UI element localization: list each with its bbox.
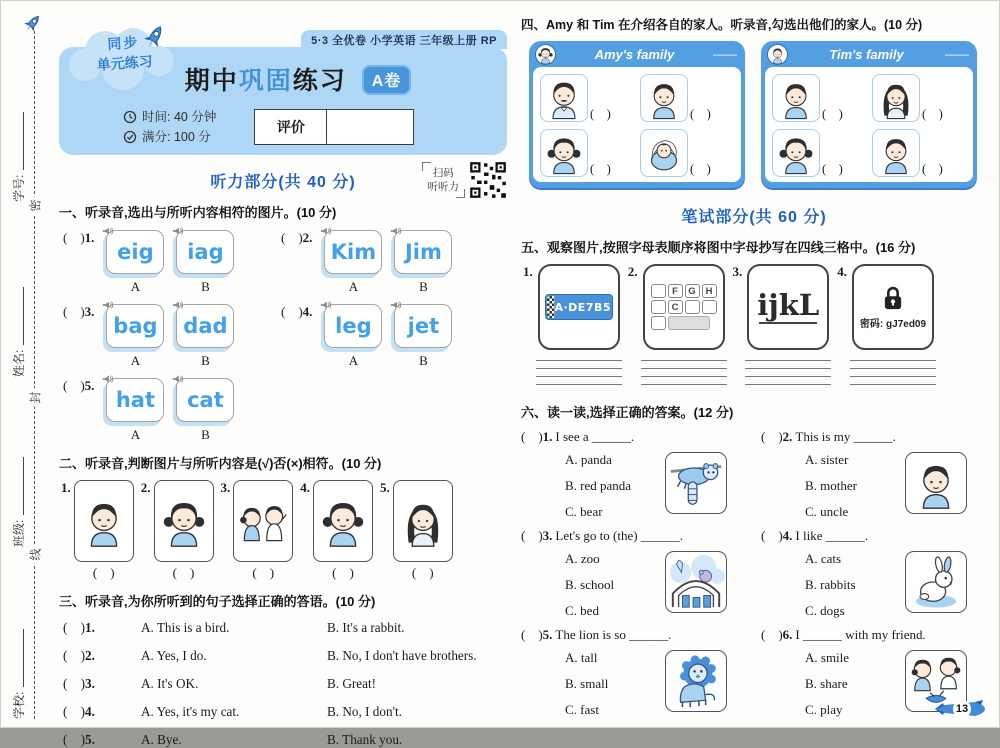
page-title: 期中巩固练习 A卷 <box>89 61 507 97</box>
padlock-icon <box>879 284 907 312</box>
question-number: 4. <box>302 304 313 319</box>
word-text: dad <box>183 314 228 338</box>
section-six-title: 六、读一读,选择正确的答案。(12 分) <box>521 405 734 420</box>
baby-icon <box>640 129 688 177</box>
question-number: 2. <box>302 230 313 245</box>
lion-icon <box>665 650 727 712</box>
section-six <box>521 429 987 718</box>
option-b[interactable]: B. mother <box>805 478 857 493</box>
answer-paren[interactable]: ( ) <box>63 676 85 691</box>
answer-paren[interactable]: ( ) <box>822 162 843 176</box>
word-text: Jim <box>404 240 442 264</box>
word-text: jet <box>407 314 440 338</box>
space-key <box>668 316 710 330</box>
word-text: cat <box>187 388 224 412</box>
s1-question-5 <box>63 378 281 443</box>
option-a[interactable]: A. panda <box>565 452 612 467</box>
option-a-label: A <box>348 353 359 368</box>
speaker-icon <box>320 225 332 237</box>
option-a[interactable]: A. Yes, it's my cat. <box>141 704 240 719</box>
answer-paren[interactable]: ( ) <box>690 107 711 121</box>
red-panda-icon <box>665 452 727 514</box>
family-member-baby <box>640 129 736 177</box>
option-a-label: A <box>130 427 141 442</box>
clock-icon <box>123 110 137 124</box>
qr-code-icon <box>469 161 507 199</box>
answer-paren[interactable]: ( ) <box>63 648 85 663</box>
s3-q4-head: ( )4. <box>63 704 95 719</box>
writing-grid[interactable] <box>641 360 727 392</box>
page-number: 13 <box>953 700 971 718</box>
option-b[interactable] <box>176 378 234 443</box>
student-id-label: 学号: <box>11 174 26 202</box>
s5-question-1 <box>523 264 622 392</box>
class-label: 班级: <box>11 519 26 547</box>
option-a-label: A <box>130 279 141 294</box>
option-b-label: B <box>201 279 210 294</box>
family-card-tim <box>761 41 977 188</box>
answer-paren[interactable]: ( ) <box>411 565 434 580</box>
question-number: 4. <box>300 480 310 495</box>
answer-paren[interactable]: ( ) <box>63 732 85 747</box>
option-c[interactable]: C. play <box>805 702 843 717</box>
s2-question-1 <box>61 480 134 581</box>
family-member-girl <box>772 129 868 177</box>
question-text: This is my ______. <box>795 429 896 444</box>
girl-icon <box>154 480 214 562</box>
word-card <box>176 304 234 348</box>
boy-icon <box>74 480 134 562</box>
answer-paren[interactable]: ( ) <box>332 565 354 580</box>
answer-paren[interactable]: ( ) <box>63 230 85 245</box>
paper-header <box>59 33 507 155</box>
keyboard-icon <box>643 264 725 350</box>
option-a[interactable]: A. It's OK. <box>141 676 199 691</box>
word-card <box>176 230 234 274</box>
section-four-title: 四、Amy 和 Tim 在介绍各自的家人。听录音,勾选出他们的家人。(10 分) <box>521 18 923 32</box>
answer-paren[interactable]: ( ) <box>281 304 303 319</box>
key-letter: C <box>668 300 683 314</box>
s2-question-3 <box>221 480 294 581</box>
answer-paren[interactable]: ( ) <box>92 565 115 580</box>
section-one <box>59 230 507 443</box>
question-number: 3. <box>84 304 95 319</box>
answer-paren[interactable]: ( ) <box>521 627 543 642</box>
s1-question-2 <box>281 230 499 295</box>
section-two-title: 二、听录音,判断图片与所听内容是(√)否(×)相符。(10 分) <box>59 456 382 471</box>
question-text: Let's go to (the) ______. <box>555 528 684 543</box>
boy-icon <box>767 44 788 65</box>
question-number: 3. <box>220 480 231 495</box>
option-b[interactable]: B. school <box>565 577 615 592</box>
section-three-title: 三、听录音,为你所听到的句子选择正确的答语。(10 分) <box>59 594 376 609</box>
answer-paren[interactable]: ( ) <box>63 704 85 719</box>
answer-paren[interactable]: ( ) <box>63 304 85 319</box>
question-number: 1. <box>61 480 71 495</box>
evaluation-blank[interactable] <box>327 110 413 144</box>
rabbit-icon <box>905 551 967 613</box>
zoo-gate-icon <box>665 551 727 613</box>
word-text: iag <box>187 240 224 264</box>
checker-key <box>685 300 700 314</box>
speaker-icon <box>102 299 114 311</box>
s3-q5-head: ( )5. <box>63 732 95 747</box>
option-a-label: A <box>130 353 141 368</box>
writing-grid[interactable] <box>745 360 831 392</box>
checker-key <box>651 300 666 314</box>
answer-paren[interactable]: ( ) <box>761 528 783 543</box>
s5-question-4 <box>837 264 936 392</box>
family-card-title: Amy's family <box>594 46 675 62</box>
checker-key <box>702 300 717 314</box>
option-b[interactable] <box>394 230 452 295</box>
option-b[interactable]: B. red panda <box>565 478 632 493</box>
school-blank[interactable] <box>13 629 24 687</box>
question-number: 4. <box>837 264 847 279</box>
option-a[interactable]: A. cats <box>805 551 842 566</box>
word-card <box>106 378 164 422</box>
s6-question-3: ( )3. Let's go to (the) ______. A. zoo B. school C. bed <box>521 528 757 619</box>
section-five-title: 五、观察图片,按照字母表顺序将图中字母抄写在四线三格中。(16 分) <box>521 240 916 255</box>
s2-question-5 <box>380 480 453 581</box>
key-letter: G <box>685 284 700 298</box>
option-a[interactable]: A. zoo <box>565 551 600 566</box>
cloud-badge-icon <box>65 17 183 95</box>
section-five <box>523 264 987 392</box>
section-one-title: 一、听录音,选出与所听内容相符的图片。(10 分) <box>59 205 337 220</box>
option-a[interactable]: A. sister <box>805 452 849 467</box>
paper-version-badge: A卷 <box>362 65 412 95</box>
boy-icon <box>905 452 967 514</box>
checker-strip <box>547 296 555 318</box>
letters-text: ijkL <box>757 288 820 322</box>
option-c[interactable]: C. dogs <box>805 603 845 618</box>
family-member-boy <box>772 74 868 122</box>
word-text: Kim <box>330 240 377 264</box>
speaker-icon <box>102 225 114 237</box>
s6-question-6: ( )6. I ______ with my friend. A. smile B. share C. play <box>761 627 985 718</box>
key-letter: F <box>668 284 683 298</box>
option-b[interactable] <box>176 230 234 295</box>
word-card <box>106 230 164 274</box>
family-member-mother <box>872 74 968 122</box>
question-text: I see a ______. <box>555 429 635 444</box>
option-b-label: B <box>201 427 210 442</box>
word-text: eig <box>117 240 154 264</box>
option-a[interactable] <box>106 378 164 443</box>
written-part-title: 笔试部分(共 60 分) <box>681 209 827 226</box>
option-b-label: B <box>419 353 428 368</box>
option-b-label: B <box>419 279 428 294</box>
option-a[interactable] <box>324 230 382 295</box>
question-text: I like ______. <box>795 528 868 543</box>
name-label: 姓名: <box>11 349 26 377</box>
option-b[interactable]: B. Thank you. <box>327 732 403 747</box>
boy-icon <box>640 74 688 122</box>
word-text: bag <box>113 314 158 338</box>
seal-char: 密 <box>27 197 44 215</box>
option-b[interactable]: B. share <box>805 676 848 691</box>
word-card <box>106 304 164 348</box>
option-c[interactable]: C. bed <box>565 603 599 618</box>
question-number: 1. <box>84 230 95 245</box>
s3-q2-head: ( )2. <box>63 648 95 663</box>
option-b[interactable] <box>176 304 234 369</box>
family-member-father <box>540 74 636 122</box>
question-number: 2. <box>140 480 151 495</box>
speaker-icon <box>390 299 402 311</box>
question-number: 5. <box>380 480 390 495</box>
seal-char: 封 <box>27 389 44 407</box>
family-member-boy2 <box>872 129 968 177</box>
rocket-icon <box>17 9 48 40</box>
option-a[interactable] <box>324 304 382 369</box>
answer-paren[interactable]: ( ) <box>252 565 275 580</box>
word-text: hat <box>115 388 155 412</box>
question-number: 2. <box>627 264 638 279</box>
s6-question-5: ( )5. The lion is so ______. A. tall B. small C. fast <box>521 627 757 718</box>
answer-paren[interactable]: ( ) <box>590 162 611 176</box>
option-b-label: B <box>201 353 210 368</box>
s1-question-4 <box>281 304 499 369</box>
two-kids-icon <box>233 480 293 562</box>
plate-text: A·DE7B5 <box>554 300 612 314</box>
answer-paren[interactable]: ( ) <box>761 627 783 642</box>
option-b[interactable]: B. rabbits <box>805 577 856 592</box>
option-b[interactable]: B. It's a rabbit. <box>327 620 405 635</box>
s5-question-3 <box>733 264 832 392</box>
father-icon <box>540 74 588 122</box>
s2-question-2 <box>141 480 214 581</box>
answer-paren[interactable]: ( ) <box>690 162 711 176</box>
speaker-icon <box>172 225 184 237</box>
edition-text: 5·3 全优卷 小学英语 三年级上册 RP <box>301 30 507 49</box>
seal-sidebar <box>1 1 53 727</box>
listening-part-title: 听力部分(共 40 分) <box>210 174 356 191</box>
word-card <box>176 378 234 422</box>
option-a[interactable]: A. Yes, I do. <box>141 648 207 663</box>
writing-grid[interactable] <box>850 360 936 392</box>
speaker-icon <box>390 225 402 237</box>
paper-meta: 时间: 40 分钟 满分: 100 分 <box>123 107 216 147</box>
password-text: 密码: gJ7ed09 <box>859 319 927 330</box>
checker-key <box>651 316 666 330</box>
question-number: 1. <box>523 264 533 279</box>
class-field <box>10 417 26 547</box>
s6-question-1: ( )1. I see a ______. A. panda B. red panda C. bear <box>521 429 757 520</box>
boy-icon <box>872 129 920 177</box>
s5-question-2 <box>628 264 727 392</box>
title-dash: —— <box>713 47 737 61</box>
option-b[interactable]: B. No, I don't. <box>327 704 402 719</box>
answer-paren[interactable]: ( ) <box>172 565 195 580</box>
family-member-girl <box>540 129 636 177</box>
listening-qr-block <box>422 161 508 199</box>
answer-paren[interactable]: ( ) <box>922 162 943 176</box>
s1-question-1 <box>63 230 281 295</box>
s3-q1-head: ( )1. <box>63 620 95 635</box>
answer-paren[interactable]: ( ) <box>281 230 303 245</box>
word-card <box>324 304 382 348</box>
option-a[interactable]: A. smile <box>805 650 850 665</box>
s2-question-4 <box>300 480 373 581</box>
s1-question-3 <box>63 304 281 369</box>
question-number: 5. <box>84 378 95 393</box>
answer-paren[interactable]: ( ) <box>63 620 85 635</box>
answer-paren[interactable]: ( ) <box>521 429 543 444</box>
answer-paren[interactable]: ( ) <box>761 429 783 444</box>
answer-paren[interactable]: ( ) <box>922 107 943 121</box>
s6-question-4: ( )4. I like ______. A. cats B. rabbits C. dogs <box>761 528 985 619</box>
page-rocket-icon <box>931 697 987 721</box>
woman-icon <box>872 74 920 122</box>
evaluation-label: 评价 <box>255 110 327 144</box>
s6-question-2: ( )2. This is my ______. A. sister B. mother C. uncle <box>761 429 985 520</box>
family-card-title: Tim's family <box>829 46 904 62</box>
girl-icon <box>535 44 556 65</box>
class-blank[interactable] <box>13 457 24 515</box>
seal-char: 线 <box>27 546 44 564</box>
answer-paren[interactable]: ( ) <box>590 107 611 121</box>
license-plate-icon <box>538 264 620 350</box>
check-circle-icon <box>123 130 137 144</box>
speaker-icon <box>102 373 114 385</box>
question-number: 3. <box>732 264 743 279</box>
option-a[interactable] <box>106 304 164 369</box>
girl-icon <box>772 129 820 177</box>
question-text: The lion is so ______. <box>555 627 672 642</box>
family-card-amy <box>529 41 745 188</box>
name-blank[interactable] <box>13 287 24 345</box>
family-member-boy <box>640 74 736 122</box>
section-two <box>61 480 507 581</box>
boy-icon <box>772 74 820 122</box>
word-text: leg <box>335 314 372 338</box>
option-c[interactable]: C. bear <box>565 504 603 519</box>
answer-paren[interactable]: ( ) <box>63 378 85 393</box>
key-letter: H <box>702 284 717 298</box>
option-b[interactable]: B. small <box>565 676 609 691</box>
option-a[interactable]: A. Bye. <box>141 732 182 747</box>
option-a[interactable]: A. tall <box>565 650 598 665</box>
question-text: I ______ with my friend. <box>795 627 926 642</box>
girl-icon <box>540 129 588 177</box>
option-b[interactable] <box>394 304 452 369</box>
option-a-label: A <box>348 279 359 294</box>
checker-key <box>651 284 666 298</box>
option-a[interactable] <box>106 230 164 295</box>
option-c[interactable]: C. fast <box>565 702 599 717</box>
seal-dashed-line <box>34 31 35 719</box>
school-field <box>10 589 26 719</box>
title-dash: —— <box>945 47 969 61</box>
option-b[interactable]: B. No, I don't have brothers. <box>327 648 477 663</box>
name-field <box>10 247 26 377</box>
speaker-icon <box>172 299 184 311</box>
word-card <box>394 304 452 348</box>
cloud-badge-text: 同步 单元练习 <box>96 33 154 73</box>
answer-paren[interactable]: ( ) <box>822 107 843 121</box>
speaker-icon <box>172 373 184 385</box>
school-label: 学校: <box>11 691 26 719</box>
word-card <box>324 230 382 274</box>
qr-caption: 扫码 听听力 <box>422 162 466 198</box>
girl-icon <box>313 480 373 562</box>
woman-icon <box>393 480 453 562</box>
speaker-icon <box>320 299 332 311</box>
option-a[interactable]: A. This is a bird. <box>141 620 230 635</box>
padlock-box <box>852 264 934 350</box>
section-four <box>529 41 987 188</box>
evaluation-box <box>254 109 414 145</box>
answer-paren[interactable]: ( ) <box>521 528 543 543</box>
letters-graphic <box>747 264 829 350</box>
writing-grid[interactable] <box>536 360 622 392</box>
student-id-blank[interactable] <box>13 112 24 170</box>
student-id-field <box>10 72 26 202</box>
option-c[interactable]: C. uncle <box>805 504 849 519</box>
word-card <box>394 230 452 274</box>
s3-q3-head: ( )3. <box>63 676 95 691</box>
section-three <box>63 620 507 748</box>
option-b[interactable]: B. Great! <box>327 676 377 691</box>
